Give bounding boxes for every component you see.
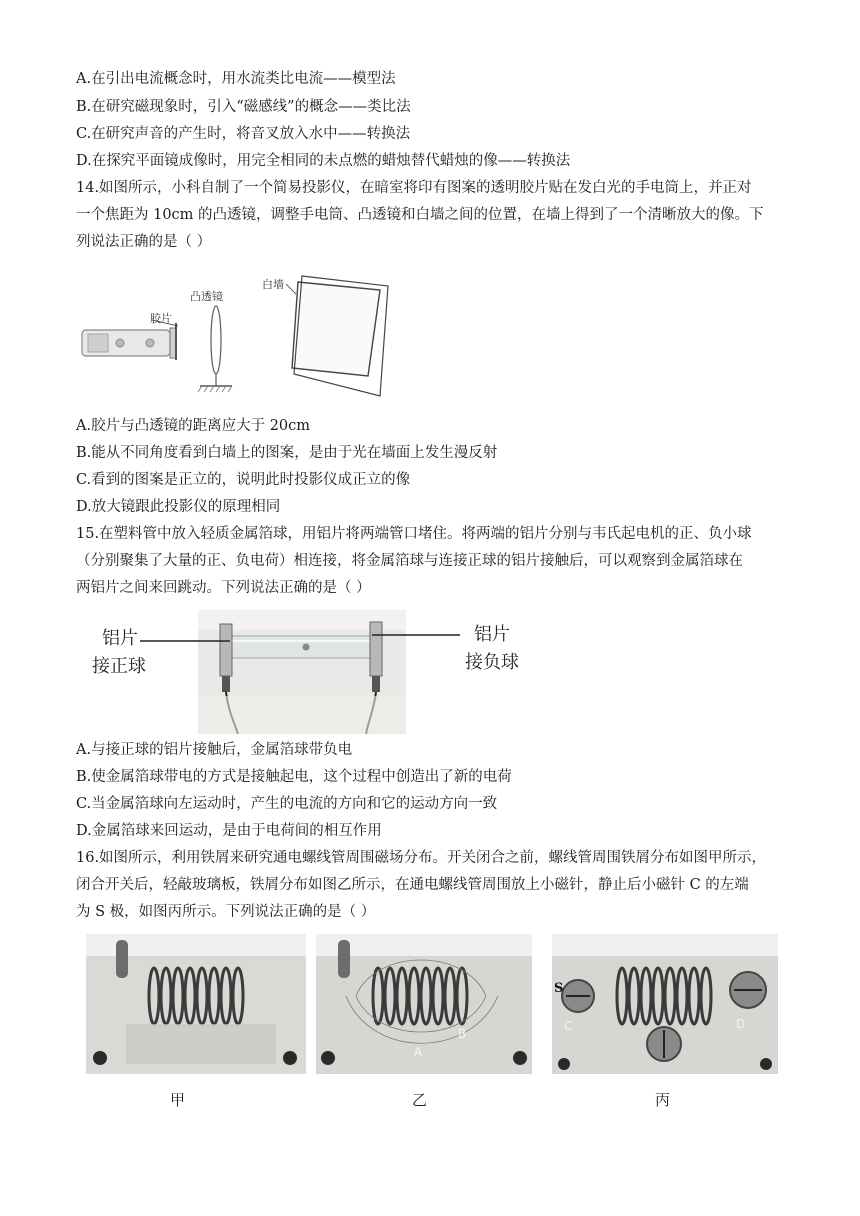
q14-option-a: A.胶片与凸透镜的距离应大于 20cm: [76, 418, 311, 434]
caption-bing: 丙: [655, 1091, 671, 1109]
compass-c-icon: [562, 980, 594, 1012]
caption-jia: 甲: [170, 1091, 186, 1109]
q15-option-a: A.与接正球的铝片接触后，金属箔球带负电: [76, 742, 353, 758]
convex-lens-shape: [211, 306, 221, 374]
q14-stem-line-2: 一个焦距为 10cm 的凸透镜，调整手电筒、凸透镜和白墙之间的位置，在墙上得到了一个清晰放大的像。下: [76, 207, 764, 223]
mark-a: A: [414, 1045, 423, 1059]
wall-label: 白墙: [262, 278, 284, 291]
mark-s: S: [554, 981, 564, 996]
q14-option-c: C.看到的图案是正立的，说明此时投影仪成正立的像: [76, 472, 411, 488]
q15-option-c: C.当金属箔球向左运动时，产生的电流的方向和它的运动方向一致: [76, 796, 498, 812]
q15-stem-line-1: 15.在塑料管中放入轻质金属箔球，用铝片将两端管口堵住。将两端的铝片分别与韦氏起电机的正、负小球: [76, 526, 752, 542]
right-plate-label-1: 铝片: [474, 624, 510, 645]
q13-option-c: C.在研究声音的产生时，将音叉放入水中——转换法: [76, 126, 411, 142]
caption-yi: 乙: [412, 1091, 428, 1109]
flashlight-icon: [82, 328, 176, 358]
lens-label: 凸透镜: [190, 290, 223, 303]
right-plate-label-2: 接负球: [465, 652, 519, 673]
q14-stem-line-1: 14.如图所示，小科自制了一个简易投影仪，在暗室将印有图案的透明胶片贴在发白光的手电筒上，并正对: [76, 180, 752, 196]
q14-option-b: B.能从不同角度看到白墙上的图案，是由于光在墙面上发生漫反射: [76, 445, 498, 461]
q13-option-a: A.在引出电流概念时，用水流类比电流——模型法: [76, 71, 396, 87]
q15-option-d: D.金属箔球来回运动，是由于电荷间的相互作用: [76, 823, 382, 839]
q15-stem-line-2: （分别聚集了大量的正、负电荷）相连接，将金属箔球与连接正球的铝片接触后，可以观察到金属箔球在: [76, 553, 743, 569]
projector-diagram: [80, 268, 400, 403]
q14-stem-line-3: 列说法正确的是（ ）: [76, 234, 212, 250]
film-label: 胶片: [150, 312, 172, 325]
q15-stem-line-3: 两铝片之间来回跳动。下列说法正确的是（ ）: [76, 580, 371, 596]
solenoid-photo-yi: [316, 934, 532, 1074]
tube-leader-lines: [140, 620, 480, 660]
mark-b: B: [458, 1027, 467, 1041]
q13-option-d: D.在探究平面镜成像时，用完全相同的未点燃的蜡烛替代蜡烛的像——转换法: [76, 153, 571, 169]
compass-bottom-icon: [647, 1027, 681, 1061]
q15-option-b: B.使金属箔球带电的方式是接触起电，这个过程中创造出了新的电荷: [76, 769, 512, 785]
q14-option-d: D.放大镜跟此投影仪的原理相同: [76, 499, 281, 515]
mark-c: C: [564, 1019, 573, 1033]
q16-stem-line-3: 为 S 极，如图丙所示。下列说法正确的是（ ）: [76, 904, 376, 920]
white-wall: [292, 282, 380, 376]
q16-stem-line-2: 闭合开关后，轻敲玻璃板，铁屑分布如图乙所示，在通电螺线管周围放上小磁针，静止后小磁针 C 的左端: [76, 877, 749, 893]
mark-d: D: [736, 1017, 746, 1031]
left-plate-label-2: 接正球: [92, 656, 146, 677]
q16-stem-line-1: 16.如图所示，利用铁屑来研究通电螺线管周围磁场分布。开关闭合之前，螺线管周围铁屑分布如图甲所示，: [76, 850, 767, 866]
left-plate-label-1: 铝片: [102, 628, 138, 649]
solenoid-photo-jia: [86, 934, 306, 1074]
q13-option-b: B.在研究磁现象时，引入“磁感线”的概念——类比法: [76, 99, 411, 115]
solenoid-photo-bing: [552, 934, 778, 1074]
compass-d-icon: [730, 972, 766, 1008]
